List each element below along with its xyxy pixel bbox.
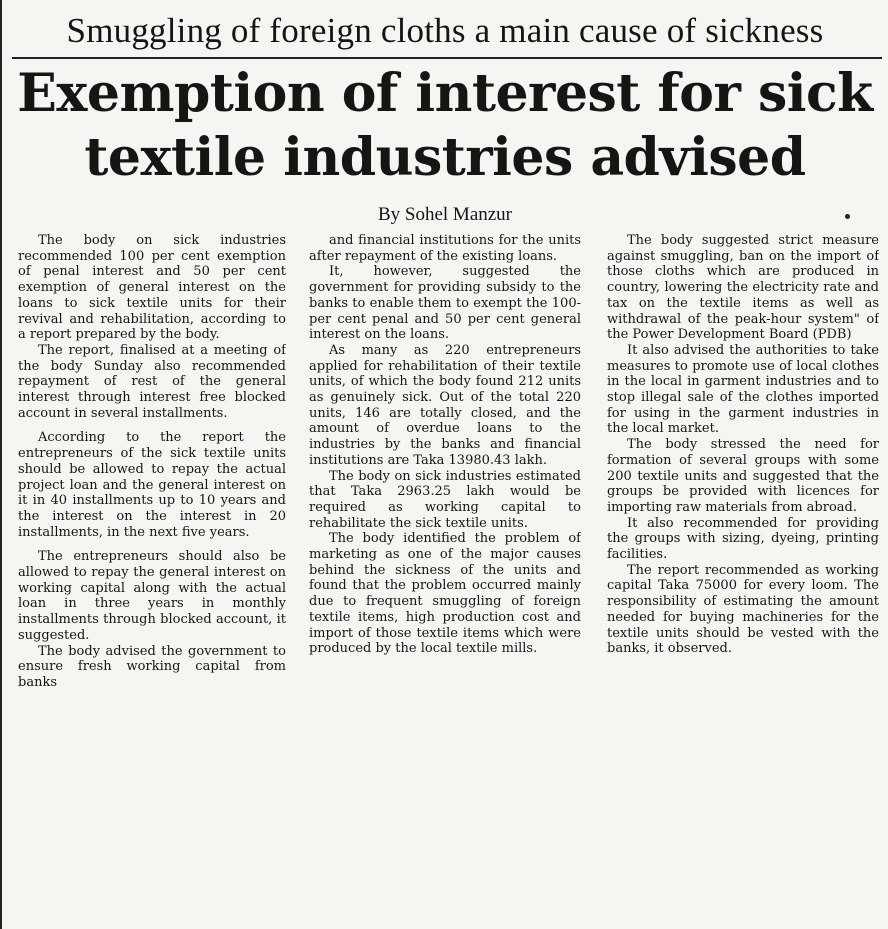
paragraph: The body suggested strict measure against smuggling, ban on the import of those cloths which are produced in country, lowering the electricity rate and tax on the textile items as well as withdrawal of the peak-hour system" of the Power Development Board (PDB) [607,233,879,343]
paragraph: The entrepreneurs should also be allowed to repay the general interest on working capital along with the actual loan in three years in monthly installments through blocked account, it suggested. [18,549,286,643]
article-column-1 [18,233,286,925]
article-column-3 [607,233,879,925]
paragraph: The body on sick industries estimated that Taka 2963.25 lakh would be required as working capital to rehabilitate the sick textile units. [309,468,581,531]
byline: By Sohel Manzur [377,204,513,225]
paragraph: It also recommended for providing the groups with sizing, dyeing, printing facilities. [607,515,879,563]
paragraph: The body stressed the need for formation of several groups with some 200 textile units and suggested that the groups be provided with licences for importing raw materials from abroad. [607,437,879,515]
paragraph: The body advised the government to ensure fresh working capital from banks [18,643,286,690]
paragraph: The body on sick industries recommended 100 per cent exemption of penal interest and 50 per cent exemption of general interest on the loans to sick textile units for their revival and rehabilitation, according to a report prepared by the body. [18,233,286,343]
paragraph: The report, finalised at a meeting of the body Sunday also recommended repayment of rest of the general interest through interest free blocked account in several installments. [18,342,286,421]
headline-line-2: textile industries advised [84,127,806,188]
print-speck [845,214,850,219]
kicker-headline: Smuggling of foreign cloths a main cause of sickness [66,11,824,50]
paragraph: It, however, suggested the government for providing subsidy to the banks to enable them to exempt the 100- per cent penal and 50 per cent general interest on the loans. [309,264,581,343]
kicker-rule [12,57,882,59]
paragraph: As many as 220 entrepreneurs applied for rehabilitation of their textile units, of which the body found 212 units as genuinely sick. Out of the total 220 units, 146 are totally closed, and the amount of overdue loans to the industries by the banks and financial institutions are Taka 13980.43 lakh. [309,342,581,468]
article-column-2 [309,233,581,925]
paragraph: The body identified the problem of marketing as one of the major causes behind the sickness of the units and found that the problem occurred mainly due to frequent smuggling of foreign textile items, high production cost and import of those textile items which were produced by the local textile mills. [309,531,581,657]
main-headline [8,62,882,190]
paragraph: According to the report the entrepreneurs of the sick textile units should be allowed to repay the actual project loan and the general interest on it in 40 installments up to 10 years and the interest on the interest in 20 installments, in the next five years. [18,430,286,540]
headline-line-1: Exemption of interest for sick [17,63,873,124]
paragraph: and financial institutions for the units after repayment of the existing loans. [309,233,581,264]
paragraph: The report recommended as working capital Taka 75000 for every loom. The responsibility of estimating the amount needed for buying machineries for the textile units should be vested with the banks, it observed. [607,562,879,657]
paragraph: It also advised the authorities to take measures to promote use of local clothes in the local in garment industries and to stop illegal sale of the clothes imported for using in the garment industries in the local market. [607,342,879,437]
